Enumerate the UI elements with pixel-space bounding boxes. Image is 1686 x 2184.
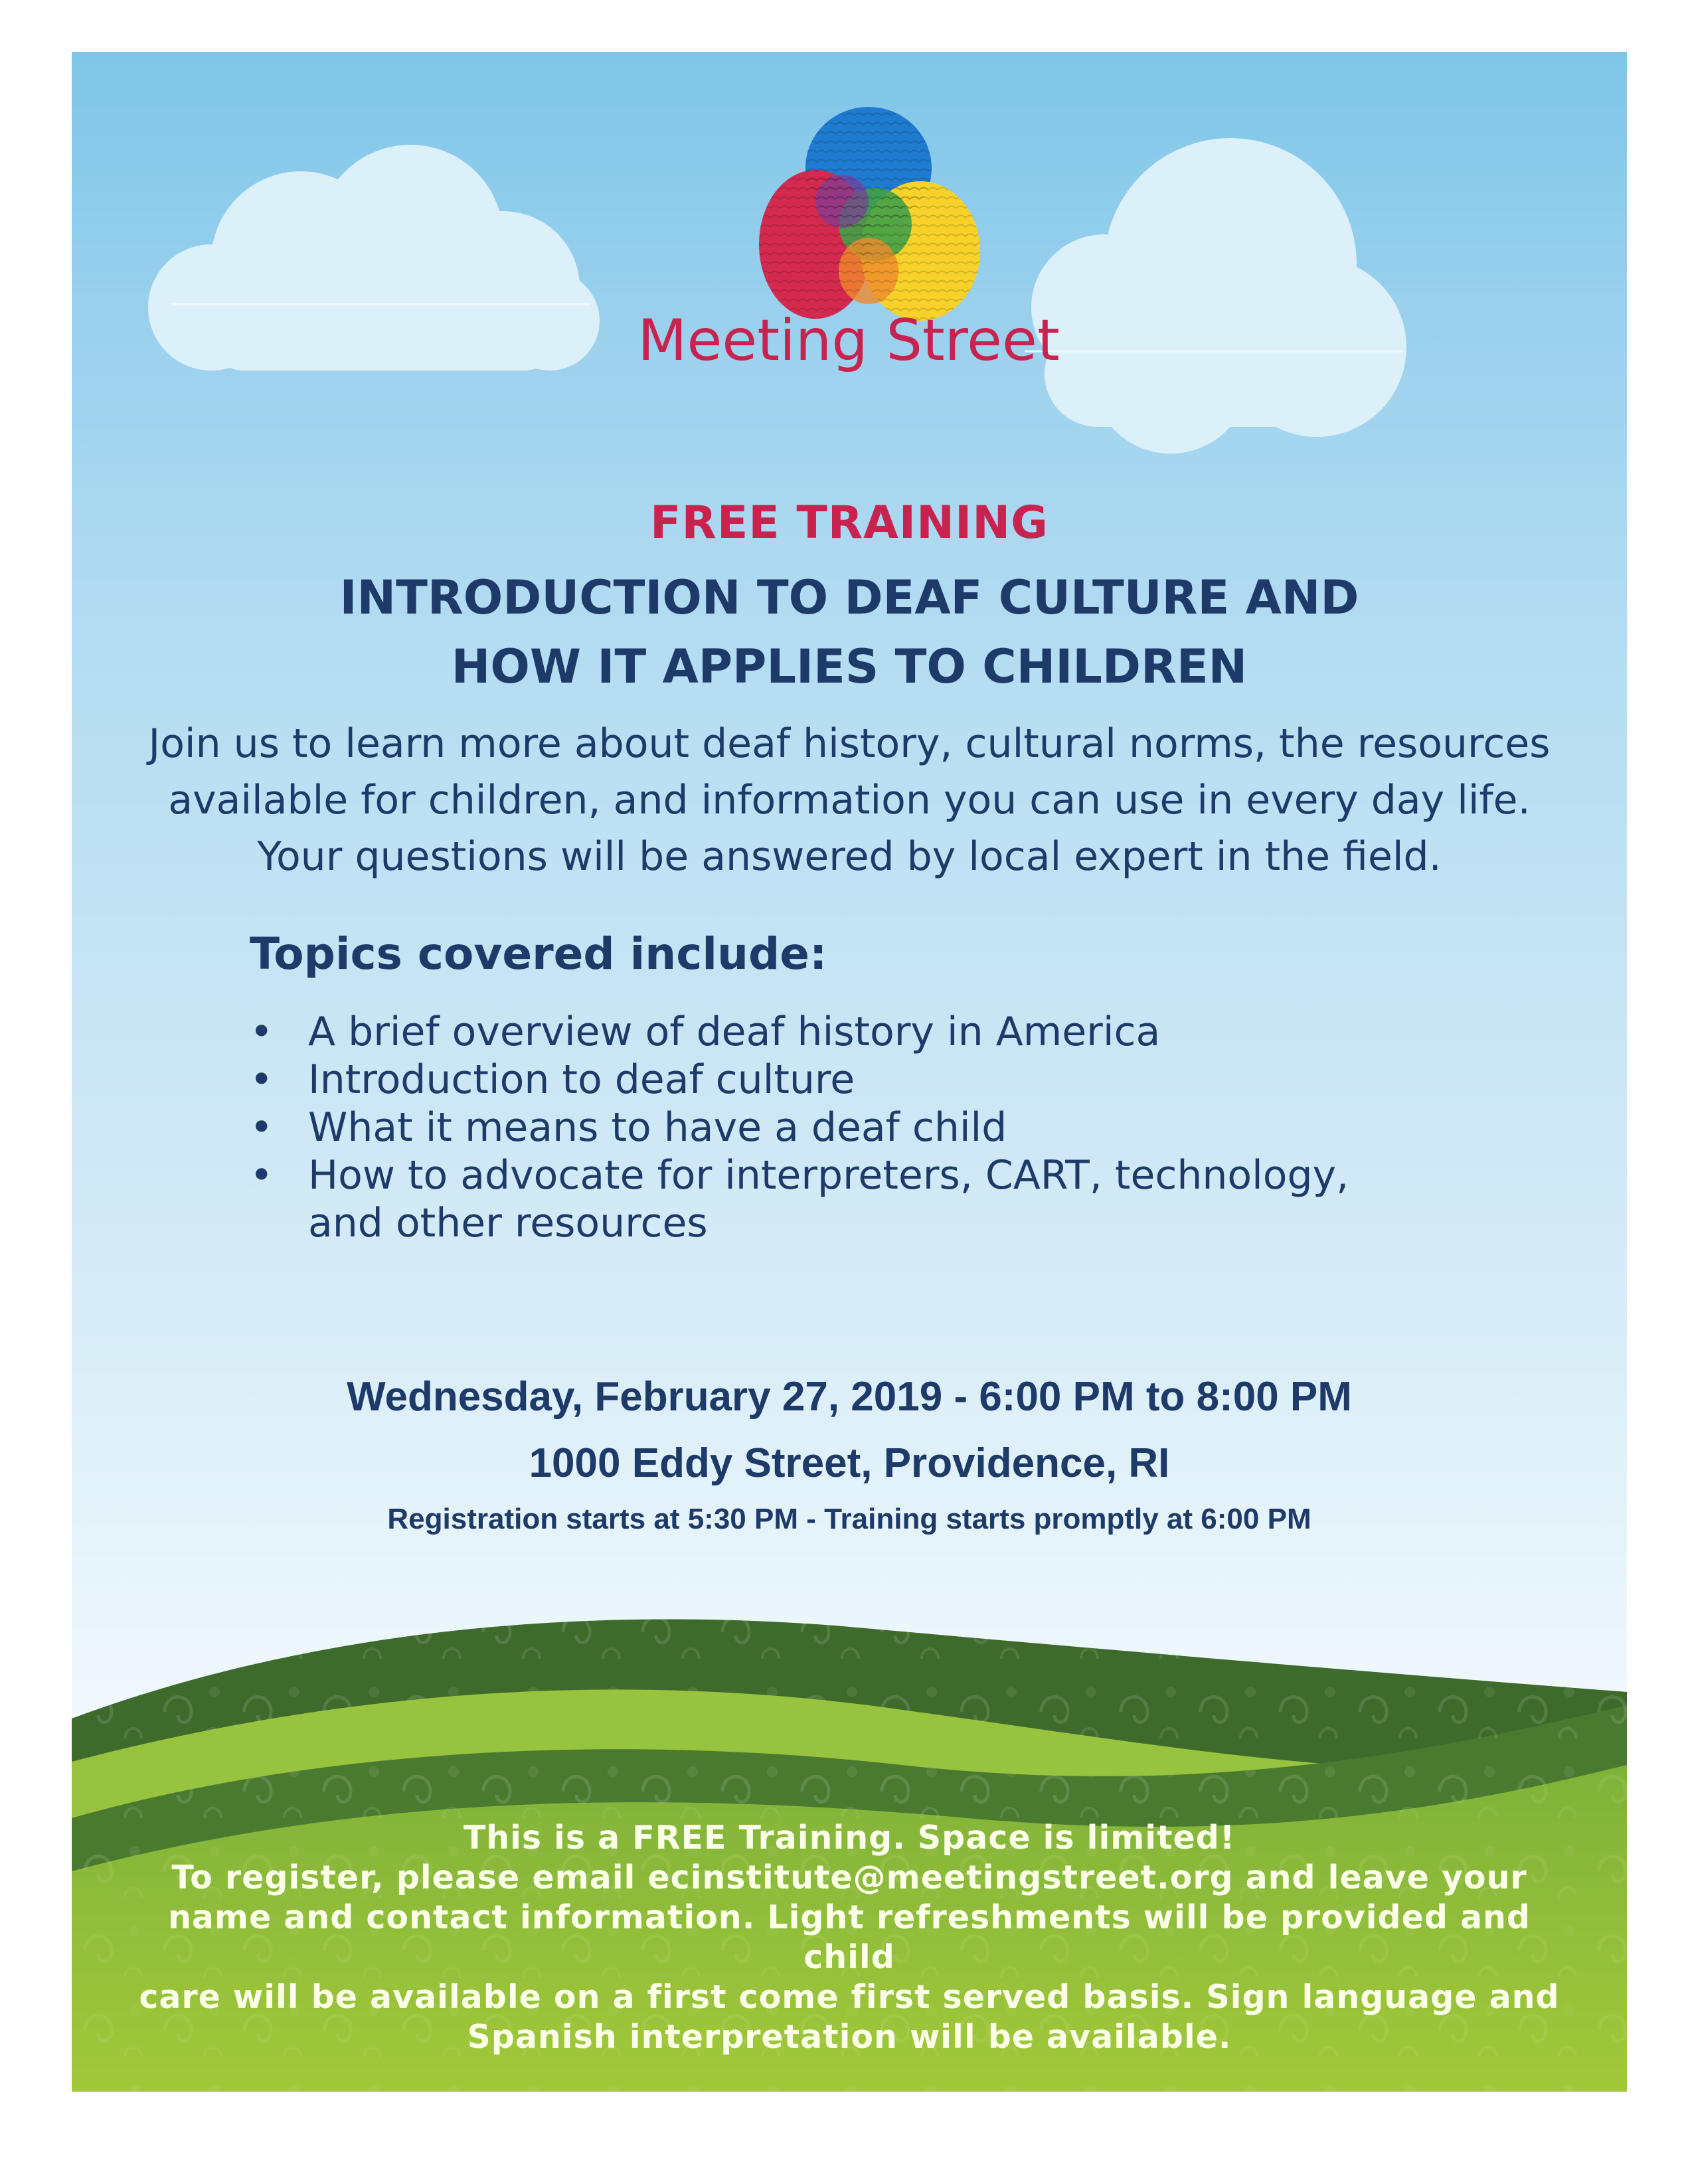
title-line-1: INTRODUCTION TO DEAF CULTURE AND xyxy=(339,570,1359,625)
free-training-label: FREE TRAINING xyxy=(650,497,1049,549)
intro-line-2: available for children, and information you can use in every day life. xyxy=(168,777,1531,823)
topics-list xyxy=(250,1008,1511,1247)
training-title xyxy=(72,563,1627,701)
title-line-2: HOW IT APPLIES TO CHILDREN xyxy=(451,639,1248,694)
intro-paragraph xyxy=(72,716,1627,885)
topics-heading: Topics covered include: xyxy=(250,928,827,979)
event-registration-note: Registration starts at 5:30 PM - Training starts promptly at 6:00 PM xyxy=(387,1503,1311,1535)
event-date-time: Wednesday, February 27, 2019 - 6:00 PM to 8:00 PM xyxy=(347,1374,1352,1420)
intro-line-1: Join us to learn more about deaf history, cultural norms, the resources xyxy=(148,720,1551,767)
topic-item-history: • A brief overview of deaf history in America xyxy=(250,1008,1511,1056)
cloud-right-illustration xyxy=(1005,108,1416,473)
topic-item-advocate-continued xyxy=(250,1199,1511,1247)
flyer xyxy=(72,52,1627,2092)
footer-line-5: Spanish interpretation will be available. xyxy=(467,2018,1232,2056)
footer-line-2: To register, please email ecinstitute@meetingstreet.org and leave your xyxy=(171,1859,1527,1896)
logo-wordmark: Meeting Street xyxy=(637,307,1060,374)
topic-continuation-text: and other resources xyxy=(308,1200,708,1246)
footer-line-3: name and contact information. Light refreshments will be provided and child xyxy=(167,1898,1531,1976)
registration-footer xyxy=(131,1818,1567,2057)
topic-item-culture: • Introduction to deaf culture xyxy=(250,1056,1511,1104)
topic-item-advocate: • How to advocate for interpreters, CART, technology, xyxy=(250,1151,1511,1199)
topic-item-deaf-child: • What it means to have a deaf child xyxy=(250,1104,1511,1151)
event-location: 1000 Eddy Street, Providence, RI xyxy=(529,1440,1170,1486)
footer-line-1: This is a FREE Training. Space is limited! xyxy=(463,1819,1236,1857)
intro-line-3: Your questions will be answered by local expert in the field. xyxy=(257,833,1442,880)
footer-line-4: care will be available on a first come first served basis. Sign language and xyxy=(139,1978,1560,2016)
